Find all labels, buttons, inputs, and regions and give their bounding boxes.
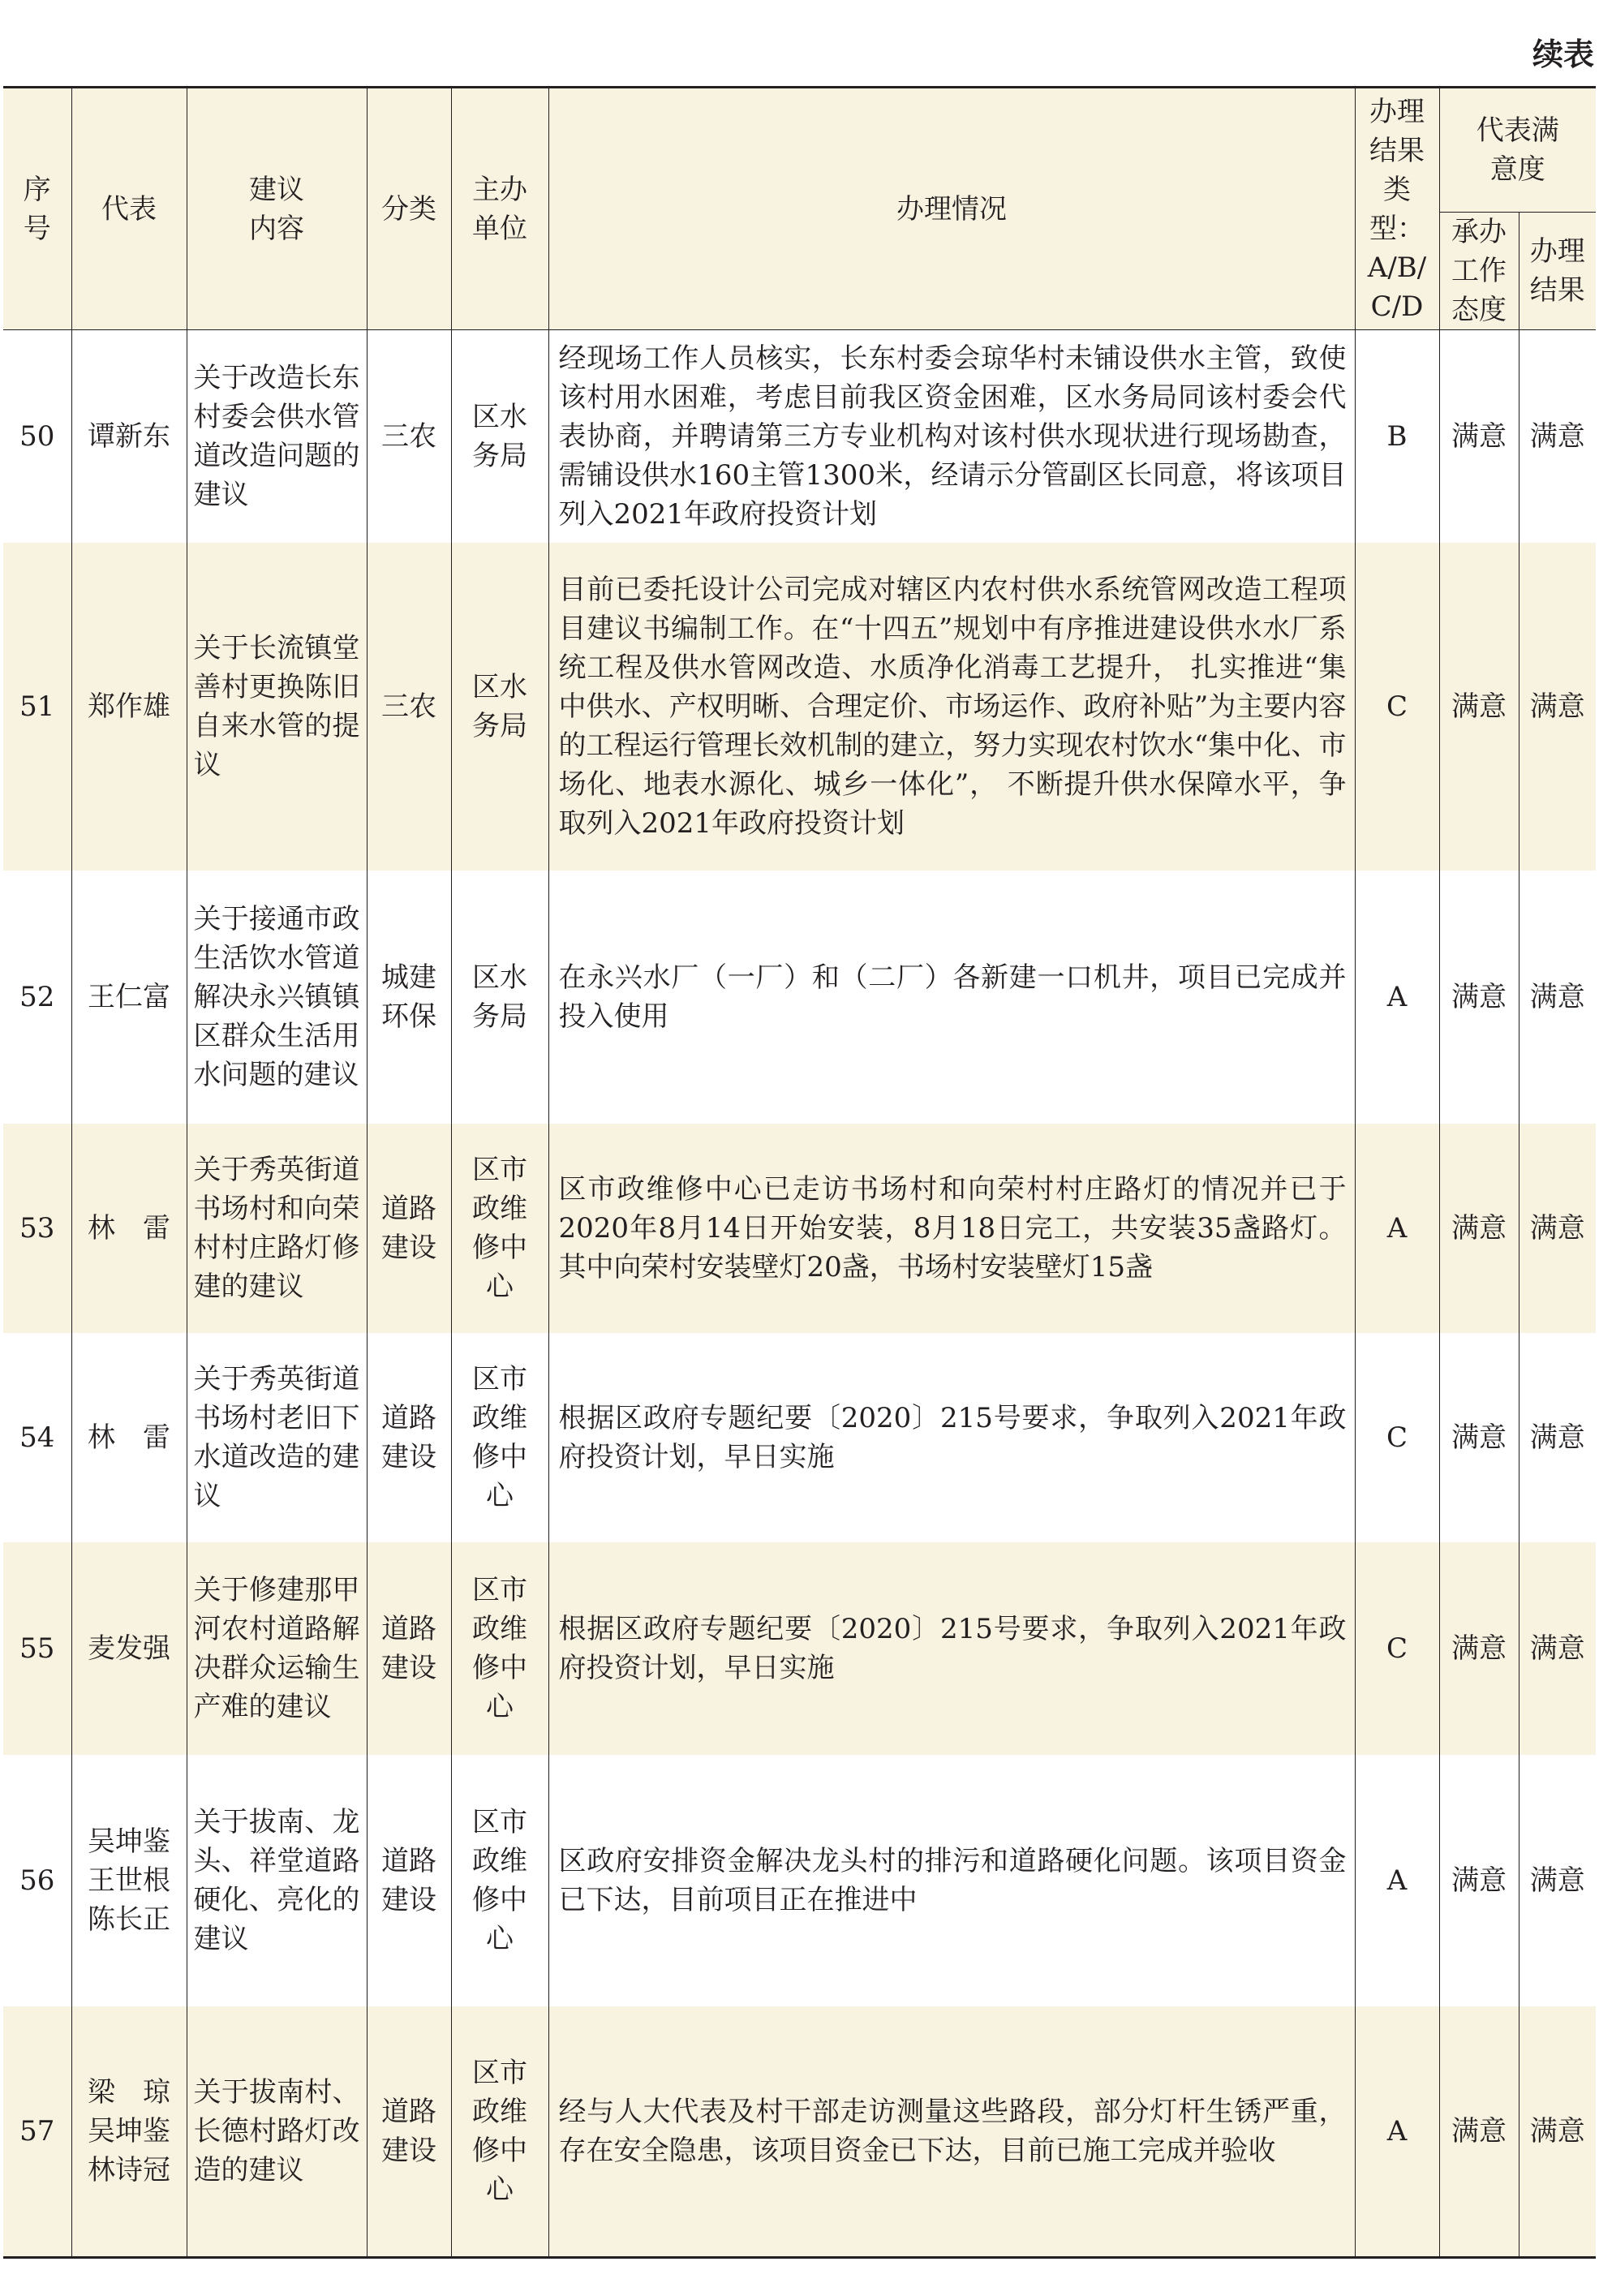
row-category: 道路建设 xyxy=(367,2006,451,2258)
row-attitude: 满意 xyxy=(1439,1542,1519,1755)
header-handling: 办理情况 xyxy=(548,88,1355,330)
row-rep: 林 雷 xyxy=(71,1124,187,1333)
table-row xyxy=(3,543,1596,871)
row-unit: 区水务局 xyxy=(451,543,548,871)
row-result-type: B xyxy=(1355,330,1439,543)
row-rep: 郑作雄 xyxy=(71,543,187,871)
row-result: 满意 xyxy=(1519,330,1596,543)
row-unit: 区水务局 xyxy=(451,330,548,543)
row-seq: 57 xyxy=(3,2006,71,2258)
row-content: 关于修建那甲河农村道路解决群众运输生产难的建议 xyxy=(187,1542,367,1755)
row-handling: 区政府安排资金解决龙头村的排污和道路硬化问题。该项目资金已下达，目前项目正在推进中 xyxy=(548,1755,1355,2006)
row-category: 城建环保 xyxy=(367,871,451,1124)
continued-label: 续表 xyxy=(1532,37,1594,72)
row-seq: 55 xyxy=(3,1542,71,1755)
header-content: 建议内容 xyxy=(187,88,367,330)
row-result: 满意 xyxy=(1519,543,1596,871)
table-row xyxy=(3,1333,1596,1542)
row-attitude: 满意 xyxy=(1439,543,1519,871)
header-attitude: 承办工作态度 xyxy=(1439,213,1519,330)
row-unit: 区水务局 xyxy=(451,871,548,1124)
table-row xyxy=(3,1542,1596,1755)
header-result: 办理结果 xyxy=(1519,213,1596,330)
row-handling: 根据区政府专题纪要〔2020〕215号要求，争取列入2021年政府投资计划，早日实施 xyxy=(548,1542,1355,1755)
row-handling: 区市政维修中心已走访书场村和向荣村村庄路灯的情况并已于2020年8月14日开始安装，8月18日完工，共安装35盏路灯。其中向荣村安装壁灯20盏，书场村安装壁灯15盏 xyxy=(548,1124,1355,1333)
row-rep: 麦发强 xyxy=(71,1542,187,1755)
row-result: 满意 xyxy=(1519,1542,1596,1755)
row-attitude: 满意 xyxy=(1439,1124,1519,1333)
row-rep: 梁 琼 吴坤鉴 林诗冠 xyxy=(71,2006,187,2258)
table-row xyxy=(3,1124,1596,1333)
row-unit: 区市政维修中心 xyxy=(451,1333,548,1542)
row-category: 道路建设 xyxy=(367,1755,451,2006)
row-category: 道路建设 xyxy=(367,1542,451,1755)
row-category: 三农 xyxy=(367,330,451,543)
row-category: 道路建设 xyxy=(367,1124,451,1333)
row-result-type: C xyxy=(1355,1333,1439,1542)
row-handling: 在永兴水厂（一厂）和（二厂）各新建一口机井，项目已完成并投入使用 xyxy=(548,871,1355,1124)
row-handling: 目前已委托设计公司完成对辖区内农村供水系统管网改造工程项目建议书编制工作。在“十四五”规划中有序推进建设供水水厂系统工程及供水管网改造、水质净化消毒工艺提升， 扎实推进“集中供水、产权明晰、合理定价、市场运作、政府补贴”为主要内容的工程运行管理长效机制的建立，努力实现农村饮水“集中化、市场化、地表水源化、城乡一体化”， 不断提升供水保障水平，争取列入2021年政府投资计划 xyxy=(548,543,1355,871)
row-seq: 50 xyxy=(3,330,71,543)
row-result: 满意 xyxy=(1519,2006,1596,2258)
row-result-type: A xyxy=(1355,871,1439,1124)
row-rep: 谭新东 xyxy=(71,330,187,543)
row-result: 满意 xyxy=(1519,1333,1596,1542)
row-result-type: A xyxy=(1355,1124,1439,1333)
row-attitude: 满意 xyxy=(1439,2006,1519,2258)
row-result-type: C xyxy=(1355,1542,1439,1755)
table-row xyxy=(3,871,1596,1124)
header-seq: 序号 xyxy=(3,88,71,330)
table-row xyxy=(3,1755,1596,2006)
row-content: 关于长流镇堂善村更换陈旧自来水管的提议 xyxy=(187,543,367,871)
row-content: 关于接通市政生活饮水管道解决永兴镇镇区群众生活用水问题的建议 xyxy=(187,871,367,1124)
row-content: 关于改造长东村委会供水管道改造问题的建议 xyxy=(187,330,367,543)
row-seq: 54 xyxy=(3,1333,71,1542)
row-result: 满意 xyxy=(1519,1124,1596,1333)
row-rep: 吴坤鉴 王世根 陈长正 xyxy=(71,1755,187,2006)
row-content: 关于秀英街道书场村和向荣村村庄路灯修建的建议 xyxy=(187,1124,367,1333)
row-result-type: A xyxy=(1355,2006,1439,2258)
row-seq: 53 xyxy=(3,1124,71,1333)
row-handling: 根据区政府专题纪要〔2020〕215号要求，争取列入2021年政府投资计划，早日实施 xyxy=(548,1333,1355,1542)
row-rep: 林 雷 xyxy=(71,1333,187,1542)
row-content: 关于拔南村、长德村路灯改造的建议 xyxy=(187,2006,367,2258)
row-seq: 56 xyxy=(3,1755,71,2006)
row-unit: 区市政维修中心 xyxy=(451,2006,548,2258)
row-category: 三农 xyxy=(367,543,451,871)
row-result: 满意 xyxy=(1519,1755,1596,2006)
row-seq: 52 xyxy=(3,871,71,1124)
header-result-type: 办理结果类型：A/B/C/D xyxy=(1355,88,1439,330)
row-unit: 区市政维修中心 xyxy=(451,1124,548,1333)
row-rep: 王仁富 xyxy=(71,871,187,1124)
row-attitude: 满意 xyxy=(1439,330,1519,543)
header-unit: 主办单位 xyxy=(451,88,548,330)
row-attitude: 满意 xyxy=(1439,1333,1519,1542)
row-seq: 51 xyxy=(3,543,71,871)
row-result-type: A xyxy=(1355,1755,1439,2006)
header-category: 分类 xyxy=(367,88,451,330)
row-attitude: 满意 xyxy=(1439,871,1519,1124)
table-row xyxy=(3,330,1596,543)
row-handling: 经与人大代表及村干部走访测量这些路段，部分灯杆生锈严重，存在安全隐患，该项目资金已下达，目前已施工完成并验收 xyxy=(548,2006,1355,2258)
row-attitude: 满意 xyxy=(1439,1755,1519,2006)
table-row xyxy=(3,2006,1596,2258)
suggestions-table xyxy=(3,86,1596,2259)
header-row xyxy=(3,88,1596,213)
header-satisfaction: 代表满意度 xyxy=(1439,88,1596,213)
row-content: 关于秀英街道书场村老旧下水道改造的建议 xyxy=(187,1333,367,1542)
row-unit: 区市政维修中心 xyxy=(451,1755,548,2006)
row-category: 道路建设 xyxy=(367,1333,451,1542)
row-content: 关于拔南、龙头、祥堂道路硬化、亮化的建议 xyxy=(187,1755,367,2006)
row-result-type: C xyxy=(1355,543,1439,871)
row-unit: 区市政维修中心 xyxy=(451,1542,548,1755)
row-handling: 经现场工作人员核实，长东村委会琼华村未铺设供水主管，致使该村用水困难，考虑目前我区资金困难，区水务局同该村委会代表协商，并聘请第三方专业机构对该村供水现状进行现场勘查，需铺设供水160主管1300米，经请示分管副区长同意，将该项目列入2021年政府投资计划 xyxy=(548,330,1355,543)
header-rep: 代表 xyxy=(71,88,187,330)
row-result: 满意 xyxy=(1519,871,1596,1124)
